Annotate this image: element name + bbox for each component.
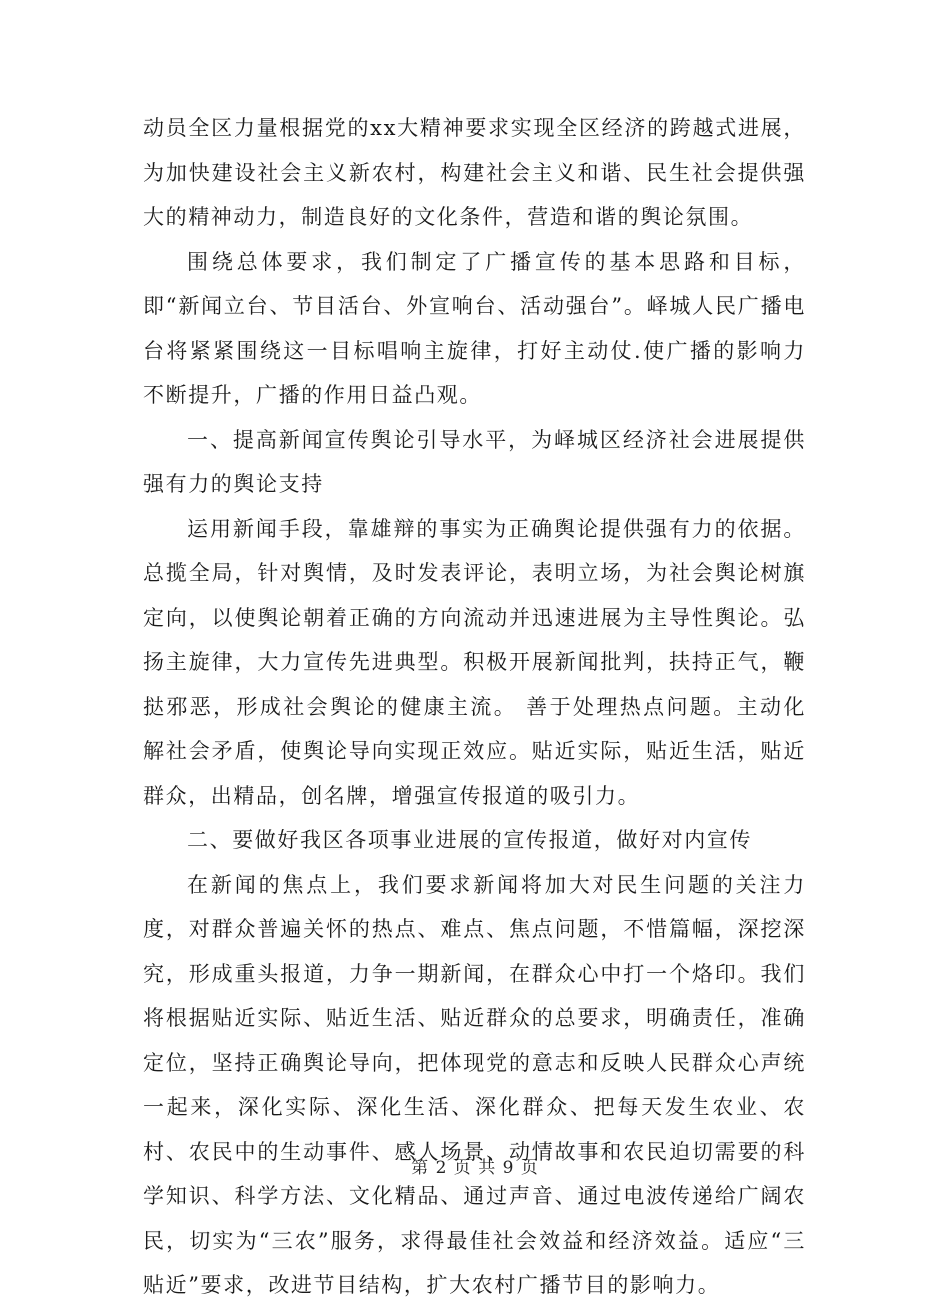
section-heading-2: 二、要做好我区各项事业进展的宣传报道，做好对内宣传 <box>187 828 752 852</box>
paragraph-news-methods: 运用新闻手段，靠雄辩的事实为正确舆论提供强有力的依据。总揽全局，针对舆情，及时发表评论，表明立场，为社会舆论树旗定向，以使舆论朝着正确的方向流动并迅速进展为主导性舆论。弘扬主旋律，大力宣传先进典型。积极开展新闻批判，扶持正气，鞭挞邪恶，形成社会舆论的健康主流。 善于处理热点问题。主动化解社会矛盾，使舆论导向实现正效应。贴近实际，贴近生活，贴近群众，出精品，创名牌，增强宣传报道的吸引力。 <box>143 516 806 808</box>
paragraph-overall-goals: 围绕总体要求，我们制定了广播宣传的基本思路和目标，即“新闻立台、节目活台、外宣响台、活动强台”。峄城人民广播电台将紧紧围绕这一目标唱响主旋律，打好主动仗.使广播的影响力不断提升，广播的作用日益凸观。 <box>143 249 806 407</box>
section-heading-1: 一、提高新闻宣传舆论引导水平，为峄城区经济社会进展提供强有力的舆论支持 <box>143 427 806 496</box>
paragraph-news-focus: 在新闻的焦点上，我们要求新闻将加大对民生问题的关注力度，对群众普遍关怀的热点、难点、焦点问题，不惜篇幅，深挖深究，形成重头报道，力争一期新闻，在群众心中打一个烙印。我们将根据贴近实际、贴近生活、贴近群众的总要求，明确责任，准确定位，坚持正确舆论导向，把体现党的意志和反映人民群众心声统一起来，深化实际、深化生活、深化群众、把每天发生农业、农村、农民中的生动事件、感人场景、动情故事和农民迫切需要的科学知识、科学方法、文化精品、通过声音、通过电波传递给广阔农民，切实为“三农”服务，求得最佳社会效益和经济效益。适应“三贴近”要求，改进节目结构，扩大农村广播节目的影响力。 <box>143 872 806 1297</box>
document-body <box>143 106 806 1308</box>
page-footer <box>0 1153 950 1178</box>
paragraph-intro-continued: 动员全区力量根据党的xx大精神要求实现全区经济的跨越式进展，为加快建设社会主义新农村，构建社会主义和谐、民生社会提供强大的精神动力，制造良好的文化条件，营造和谐的舆论氛围。 <box>143 116 806 229</box>
page-number: 第 2 页 共 9 页 <box>411 1158 539 1178</box>
